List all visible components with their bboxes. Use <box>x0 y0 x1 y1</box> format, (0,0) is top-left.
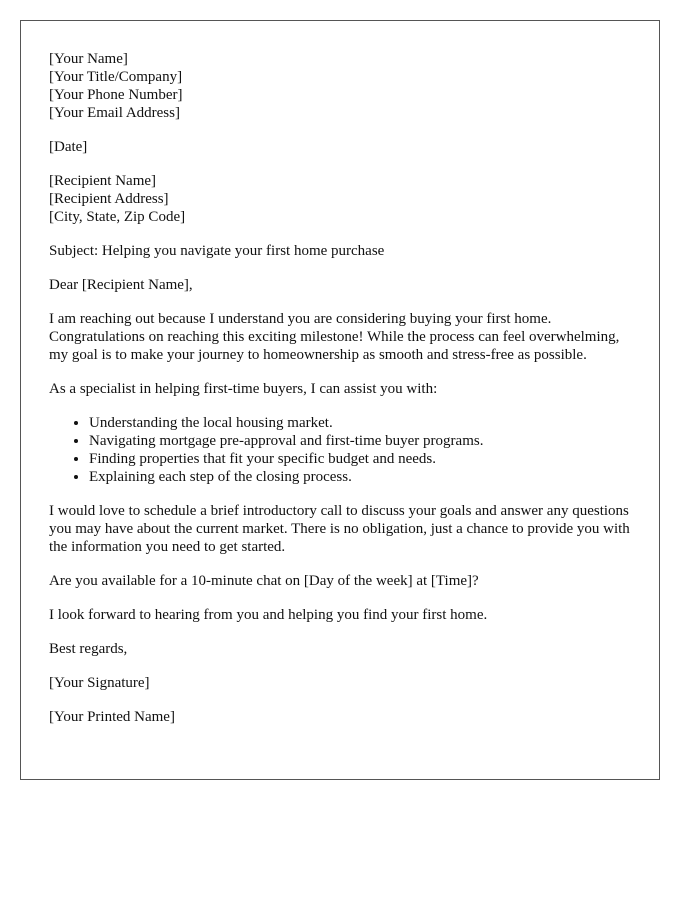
list-item: • Finding properties that fit your specific budget and needs. <box>89 450 631 468</box>
subject-line: Subject: Helping you navigate your first home purchase <box>49 243 385 259</box>
intro-paragraph: I am reaching out because I understand you are considering buying your first home. Congratulations on reaching this exciting milestone! While the process can feel overwhelming, my goal is to make your journey to homeownership as smooth and stress-free as possible. <box>49 311 620 363</box>
recipient-name: [Recipient Name] <box>49 173 157 189</box>
services-intro: As a specialist in helping first-time buyers, I can assist you with: <box>49 381 438 397</box>
sender-name: [Your Name] <box>49 51 128 67</box>
letter-date: [Date] <box>49 139 88 155</box>
list-item: • Understanding the local housing market. <box>89 414 631 432</box>
sign-off: Best regards, <box>49 641 128 657</box>
services-list <box>49 414 631 486</box>
list-item: • Navigating mortgage pre-approval and first-time buyer programs. <box>89 432 631 450</box>
availability-paragraph: Are you available for a 10-minute chat on [Day of the week] at [Time]? <box>49 573 479 589</box>
salutation: Dear [Recipient Name], <box>49 277 193 293</box>
sender-email: [Your Email Address] <box>49 105 180 121</box>
call-offer-paragraph: I would love to schedule a brief introductory call to discuss your goals and answer any questions you may have about the current market. There is no obligation, just a chance to provide you with the information you need to get started. <box>49 503 630 555</box>
date-block <box>49 138 631 156</box>
recipient-address: [Recipient Address] <box>49 191 169 207</box>
sender-title-company: [Your Title/Company] <box>49 69 183 85</box>
recipient-block <box>49 172 631 226</box>
sender-phone: [Your Phone Number] <box>49 87 183 103</box>
letter-page <box>20 20 660 780</box>
printed-name: [Your Printed Name] <box>49 709 175 725</box>
signature: [Your Signature] <box>49 675 150 691</box>
closing-paragraph: I look forward to hearing from you and helping you find your first home. <box>49 607 488 623</box>
list-item: • Explaining each step of the closing process. <box>89 468 631 486</box>
sender-block <box>49 50 631 122</box>
recipient-city-state-zip: [City, State, Zip Code] <box>49 209 186 225</box>
